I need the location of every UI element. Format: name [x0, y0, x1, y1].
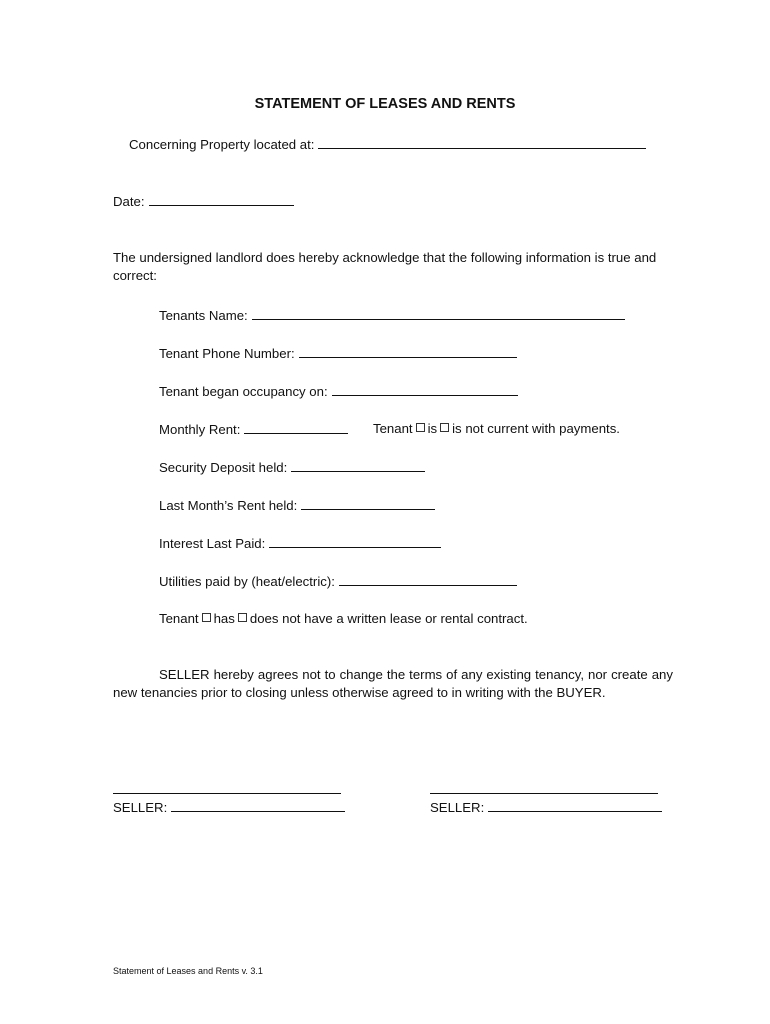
tenant-phone-label: Tenant Phone Number: [159, 346, 295, 361]
seller-agreement-paragraph: SELLER hereby agrees not to change the terms of any existing tenancy, nor create any new tenancies prior to closing unless otherwise agreed to in writing with the BUYER. [113, 667, 673, 700]
lease-row [159, 610, 528, 628]
occupancy-field[interactable] [332, 382, 518, 396]
is-not-current-checkbox[interactable] [440, 423, 449, 432]
date-row [113, 192, 294, 211]
tenants-name-field[interactable] [252, 306, 625, 320]
last-month-row [159, 496, 435, 515]
occupancy-label: Tenant began occupancy on: [159, 384, 328, 399]
interest-label: Interest Last Paid: [159, 536, 266, 551]
payments-is-not-text: is not current with payments. [452, 421, 620, 436]
lease-tenant-text: Tenant [159, 611, 199, 626]
seller-left-label: SELLER: [113, 800, 168, 815]
date-label: Date: [113, 194, 145, 209]
security-deposit-label: Security Deposit held: [159, 460, 288, 475]
payments-tenant-text: Tenant [373, 421, 413, 436]
interest-field[interactable] [269, 534, 441, 548]
document-title: STATEMENT OF LEASES AND RENTS [254, 96, 516, 112]
monthly-rent-row [159, 420, 348, 439]
is-current-checkbox[interactable] [416, 423, 425, 432]
tenants-name-label: Tenants Name: [159, 308, 248, 323]
signature-line-right[interactable] [430, 793, 658, 794]
property-label: Concerning Property located at: [129, 137, 315, 152]
tenant-phone-row [159, 344, 517, 363]
payments-is-text: is [427, 421, 438, 436]
seller-left-row [113, 798, 345, 817]
no-lease-checkbox[interactable] [238, 613, 247, 622]
tenants-name-row [159, 306, 625, 325]
last-month-field[interactable] [301, 496, 435, 510]
seller-right-row [430, 798, 662, 817]
page-footer: Statement of Leases and Rents v. 3.1 [113, 966, 263, 976]
lease-has-text: has [213, 611, 235, 626]
utilities-label: Utilities paid by (heat/electric): [159, 574, 335, 589]
last-month-label: Last Month’s Rent held: [159, 498, 298, 513]
seller-right-field[interactable] [488, 798, 662, 812]
security-deposit-row [159, 458, 425, 477]
acknowledgement-text: The undersigned landlord does hereby acknowledge that the following information is true and correct: [113, 250, 657, 283]
monthly-rent-field[interactable] [244, 420, 348, 434]
has-lease-checkbox[interactable] [202, 613, 211, 622]
date-field[interactable] [149, 192, 294, 206]
utilities-row [159, 572, 517, 591]
property-field[interactable] [318, 135, 646, 149]
signature-line-left[interactable] [113, 793, 341, 794]
tenant-phone-field[interactable] [299, 344, 517, 358]
monthly-rent-label: Monthly Rent: [159, 422, 241, 437]
property-row [129, 135, 646, 154]
seller-left-field[interactable] [171, 798, 345, 812]
occupancy-row [159, 382, 518, 401]
seller-right-label: SELLER: [430, 800, 485, 815]
interest-row [159, 534, 441, 553]
security-deposit-field[interactable] [291, 458, 425, 472]
payments-status-row [373, 420, 620, 438]
lease-does-not-text: does not have a written lease or rental contract. [249, 611, 528, 626]
utilities-field[interactable] [339, 572, 517, 586]
